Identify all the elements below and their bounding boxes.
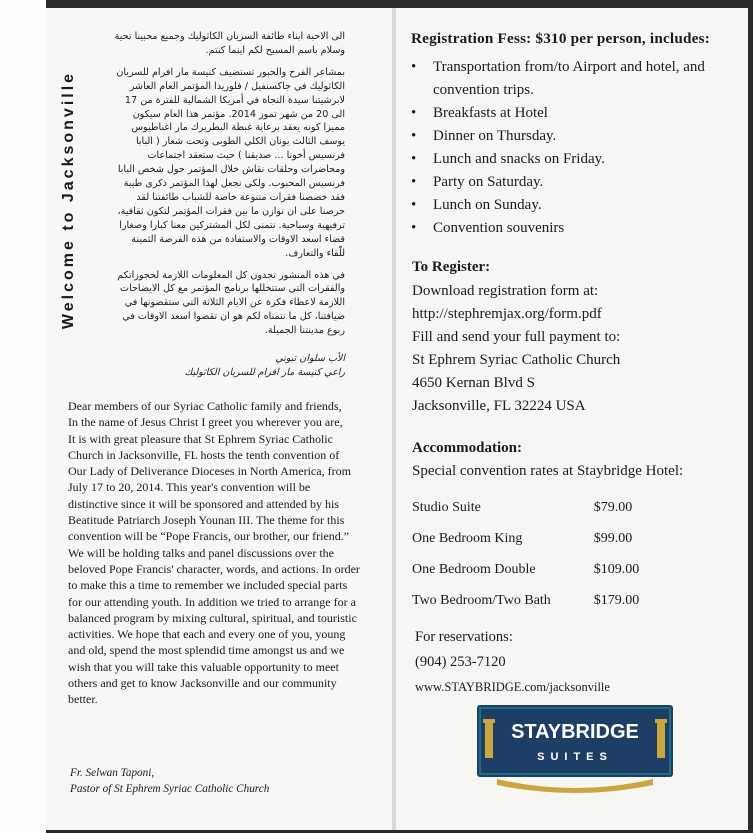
reservations-label: For reservations: bbox=[415, 629, 513, 645]
signature-title: Pastor of St Ephrem Syriac Catholic Church bbox=[70, 783, 270, 795]
to-register-section bbox=[412, 256, 742, 418]
arabic-signature bbox=[150, 352, 345, 380]
list-item: • Lunch on Sunday. bbox=[411, 194, 741, 217]
registration-title: Registration Fess: $310 per person, includes: bbox=[411, 30, 710, 47]
vertical-title: Welcome to Jacksonville bbox=[60, 70, 77, 330]
logo-subtext: SUITES bbox=[537, 751, 613, 763]
arabic-paragraph: الى الاحبة ابناء طائفة السريان الكاثوليك وجميع محبينا تحية وسلام باسم المسيح لكم اينما كنتم. bbox=[114, 31, 345, 56]
accommodation-subtitle: Special convention rates at Staybridge Hotel: bbox=[412, 463, 684, 479]
registration-section bbox=[411, 30, 741, 240]
list-item: • Dinner on Thursday. bbox=[411, 125, 741, 148]
arabic-paragraph: بمشاعر الفرح والحبور تستضيف كنيسة مار افرام للسريان الكاثوليك في جاكسنفيل / فلوريدا المؤتمر العام العاشر لابرشيتنا سيدة النجاة في أمريكا الشمالية للفترة من 17 الى 20 من شهر تموز 2014. مؤتمر هذا العام سيكون مميزا كونه يعقد برعاية غبطة البطريرك مار اغناطيوس يوسف الثالث يونان الكلي الطوبى وتحت شعار ( البابا فرنسيس أخونا ... صديقنا ) حيث ستعقد اجتماعات ومحاضرات وحلقات نقاش خلال المؤتمر حول شخص البابا فرنسيس المحبوب. ولكي نجعل لهذا المؤتمر ذكرى طيبة فقد خصصنا فقرات متنوعة خاصة للشباب طائفتنا لقد حرصنا على ان نوازن ما بين فقرات المؤتمر لتكون ثقافية، ترفيهية وسياحية. نتمنى لكل المشتركين معنا كبارا وصغارا قضاء اسعد الاوقات والاستفادة من هذه الفرصة الثمينة للّقاء والتعارف. bbox=[116, 66, 345, 259]
payment-text: Fill and send your full payment to: bbox=[412, 329, 621, 345]
room-price: $109.00 bbox=[593, 562, 640, 577]
list-item: • Party on Saturday. bbox=[411, 171, 741, 194]
city-address: Jacksonville, FL 32224 USA bbox=[412, 398, 586, 414]
page-edge bbox=[0, 0, 46, 833]
staybridge-logo bbox=[477, 705, 673, 795]
english-signature bbox=[70, 765, 370, 797]
room-type: Two Bedroom/Two Bath bbox=[412, 593, 551, 608]
letter-greeting: Dear members of our Syriac Catholic family and friends, bbox=[68, 399, 342, 413]
church-name: St Ephrem Syriac Catholic Church bbox=[412, 352, 621, 368]
website-link[interactable]: www.STAYBRIDGE.com/jacksonville bbox=[415, 680, 610, 694]
download-text: Download registration form at: bbox=[412, 283, 599, 299]
table-row bbox=[412, 562, 652, 593]
letter-body: It is with great pleasure that St Ephrem Syriac Catholic Church in Jacksonville, FL hosts the tenth convention of Our Lady of Deliverance Dioceses in North America, from July 17 to 20, 2014. This year's convention will be distinctive since it will be sponsored and attended by his Beatitude Patriarch Joseph Younan III. The theme for this convention will be “Pope Francis, our brother, our friend.” We will be holding talks and panel discussions over the beloved Pope Francis' character, words, and actions. In order to make this a time to remember we included special parts for our attending youth. In addition we tried to arrange for a balanced program by mixing cultural, spiritual, and touristic activities. We hope that each and every one of you, young and old, spend the most splendid time amongst us and we wish that you will take this valuable opportunity to meet others and get to know Jacksonville and our community better. bbox=[68, 431, 360, 707]
street-address: 4650 Kernan Blvd S bbox=[412, 375, 535, 391]
form-link[interactable]: http://stephremjax.org/form.pdf bbox=[412, 306, 602, 322]
room-price: $99.00 bbox=[593, 531, 633, 546]
includes-list bbox=[411, 56, 741, 240]
list-item: • Breakfasts at Hotel bbox=[411, 102, 741, 125]
letter-salutation: In the name of Jesus Christ I greet you wherever you are, bbox=[68, 415, 343, 430]
brochure-fold bbox=[392, 8, 396, 830]
reservations-block bbox=[415, 625, 610, 700]
accommodation-section bbox=[412, 440, 742, 480]
signature-name: Fr. Selwan Taponi, bbox=[70, 767, 155, 779]
room-price: $79.00 bbox=[593, 500, 633, 515]
room-type: One Bedroom Double bbox=[412, 562, 536, 577]
table-row bbox=[412, 593, 652, 624]
english-letter bbox=[68, 398, 360, 708]
arabic-signature-name: الأب سلوان تبوني bbox=[275, 353, 345, 364]
room-type: One Bedroom King bbox=[412, 531, 523, 546]
list-item: • Convention souvenirs bbox=[411, 217, 741, 240]
table-row bbox=[412, 531, 652, 562]
list-item: • Transportation from/to Airport and hotel, and convention trips. bbox=[411, 56, 741, 102]
list-item: • Lunch and snacks on Friday. bbox=[411, 148, 741, 171]
to-register-title: To Register: bbox=[412, 259, 491, 275]
phone-number[interactable]: (904) 253-7120 bbox=[415, 654, 506, 670]
table-row bbox=[412, 500, 652, 531]
arabic-letter bbox=[110, 30, 345, 346]
arabic-paragraph: في هذه المنشور تجدون كل المعلومات اللازمة لحجوزاتكم والفقرات التي ستتخللها برنامج المؤتمر مع كل الايضاحات اللازمة لاعطاء فكرة عن الايام الثلاثة التي ستقضونها في ضيافتنا، كل ما نتمناه لكم هو ان تقضوا اسعد الاوقات في ربوع مدينتنا الجميلة. bbox=[117, 269, 345, 337]
rates-table bbox=[412, 500, 652, 624]
room-price: $179.00 bbox=[593, 593, 640, 608]
arabic-signature-title: راعي كنيسة مار افرام للسريان الكاثوليك bbox=[184, 367, 345, 378]
logo-wordmark: STAYBRIDGE bbox=[511, 721, 639, 743]
accommodation-title: Accommodation: bbox=[412, 440, 522, 456]
room-type: Studio Suite bbox=[412, 500, 481, 515]
